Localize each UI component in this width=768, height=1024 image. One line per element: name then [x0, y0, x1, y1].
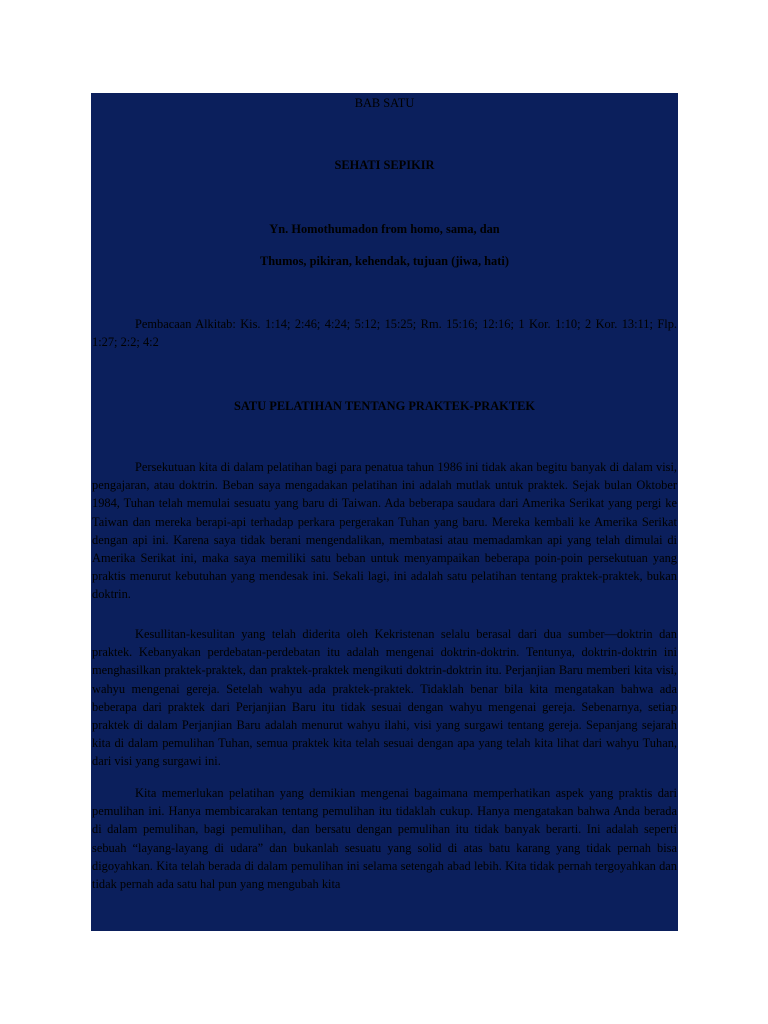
chapter-title: SEHATI SEPIKIR	[334, 158, 435, 172]
section-heading: SATU PELATIHAN TENTANG PRAKTEK-PRAKTEK	[234, 399, 535, 413]
body-paragraph-2: Kesullitan-kesulitan yang telah diderita oleh Kekristenan selalu berasal dari dua sumber—doktrin dan praktek. Kebanyakan perdebatan-perdebatan itu adalah mengenai doktrin-doktrin. Tentunya, doktrin-doktrin ini menghasilkan praktek-praktek, dan praktek-praktek mengikuti doktrin-doktrin itu. Perjanjian Baru memberi kita visi, wahyu mengenai gereja. Setelah wahyu ada praktek-praktek. Tidaklah benar bila kita mengatakan bahwa ada beberapa dari praktek dari Perjanjian Baru itu tidak sesuai dengan wahyu mengenai gereja. Sebenarnya, setiap praktek di dalam Perjanjian Baru adalah menurut wahyu ilahi, visi yang surgawi tentang gereja. Sepanjang sejarah kita di dalam pemulihan Tuhan, semua praktek kita telah sesuai dengan apa yang telah kita lihat dari wahyu Tuhan, dari visi yang surgawi ini.	[92, 627, 677, 769]
body-paragraph-3: Kita memerlukan pelatihan yang demikian mengenai bagaimana memperhatikan aspek yang praktis dari pemulihan ini. Hanya membicarakan tentang pemulihan itu tidaklah cukup. Hanya mengatakan bahwa Anda berada di dalam pemulihan, bagi pemulihan, dan bersatu dengan pemulihan itu tidak banyak berarti. Ini adalah seperti sebuah “layang-layang di udara” dan bukanlah sesuatu yang solid di atas batu karang yang tidak pernah bisa digoyahkan. Kita telah berada di dalam pemulihan ini selama setengah abad lebih. Kita tidak pernah tergoyahkan dan tidak pernah ada satu hal pun yang mengubah kita	[92, 786, 677, 892]
chapter-label: BAB SATU	[354, 96, 415, 110]
document-page	[91, 93, 678, 931]
body-paragraph-1: Persekutuan kita di dalam pelatihan bagi para penatua tahun 1986 ini tidak akan begitu banyak di dalam visi, pengajaran, atau doktrin. Beban saya mengadakan pelatihan ini adalah mutlak untuk praktek. Sejak bulan Oktober 1984, Tuhan telah memulai sesuatu yang baru di Taiwan. Ada beberapa saudara dari Amerika Serikat yang pergi ke Taiwan dan mereka berapi-api terhadap perkara pergerakan Tuhan yang baru. Mereka kembali ke Amerika Serikat dengan api ini. Karena saya tidak berani mengendalikan, membatasi atau memadamkan api yang telah dimulai di Amerika Serikat ini, maka saya memiliki satu beban untuk menyampaikan beberapa poin-poin persekutuan yang praktis menurut kebutuhan yang mendesak ini. Sekali lagi, ini adalah satu pelatihan tentang praktek-praktek, bukan doktrin.	[92, 460, 677, 602]
subtitle-line-1: Yn. Homothumadon from homo, sama, dan	[269, 222, 500, 236]
scripture-reading: Pembacaan Alkitab: Kis. 1:14; 2:46; 4:24; 5:12; 15:25; Rm. 15:16; 12:16; 1 Kor. 1:10; 2 Kor. 13:11; Flp. 1:27; 2:2; 4:2	[92, 317, 677, 350]
subtitle-line-2: Thumos, pikiran, kehendak, tujuan (jiwa, hati)	[260, 254, 509, 268]
